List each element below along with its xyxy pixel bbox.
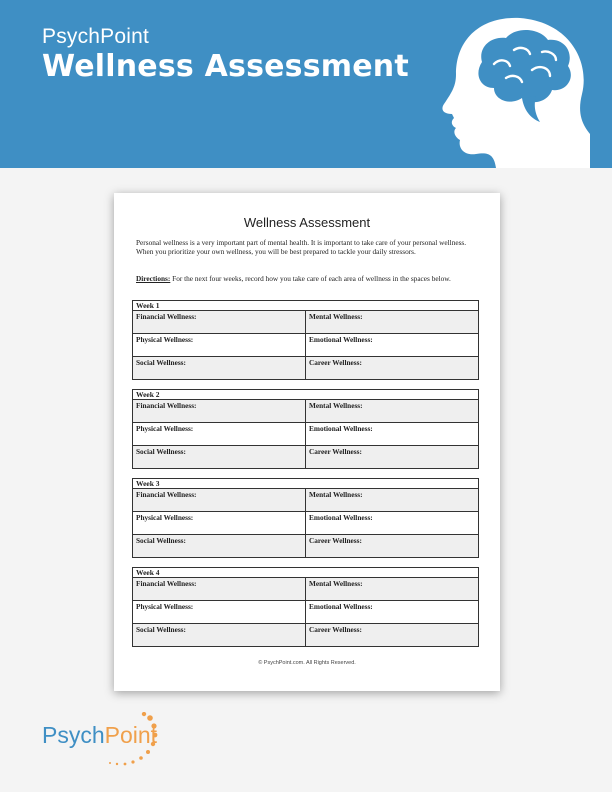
week-table xyxy=(132,300,479,380)
week-label: Week 2 xyxy=(133,390,478,400)
footer-logo xyxy=(42,722,157,762)
field-social-wellness: Social Wellness: xyxy=(133,624,306,646)
field-emotional-wellness: Emotional Wellness: xyxy=(306,334,478,357)
head-brain-icon xyxy=(430,14,590,168)
week-table xyxy=(132,567,479,647)
field-emotional-wellness: Emotional Wellness: xyxy=(306,423,478,446)
field-emotional-wellness: Emotional Wellness: xyxy=(306,601,478,624)
week-table xyxy=(132,389,479,469)
copyright-notice: © PsychPoint.com. All Rights Reserved. xyxy=(258,660,356,666)
field-physical-wellness: Physical Wellness: xyxy=(133,423,306,446)
week-label: Week 4 xyxy=(133,568,478,578)
brand-name: PsychPoint xyxy=(42,25,150,48)
directions-label: Directions: xyxy=(136,274,171,283)
week-label: Week 3 xyxy=(133,479,478,489)
footer-logo-psych: Psych xyxy=(42,722,105,748)
field-mental-wellness: Mental Wellness: xyxy=(306,311,478,334)
field-financial-wellness: Financial Wellness: xyxy=(133,311,306,334)
field-mental-wellness: Mental Wellness: xyxy=(306,578,478,601)
week-table xyxy=(132,478,479,558)
field-social-wellness: Social Wellness: xyxy=(133,357,306,379)
field-financial-wellness: Financial Wellness: xyxy=(133,400,306,423)
field-financial-wellness: Financial Wellness: xyxy=(133,578,306,601)
worksheet-preview xyxy=(114,193,500,691)
worksheet-title: Wellness Assessment xyxy=(243,215,371,230)
intro-paragraph: Personal wellness is a very important part of mental health. It is important to take care of your personal wellness. When you prioritize your own wellness, you will be best prepared to tackle your daily stressors. xyxy=(136,238,467,256)
field-career-wellness: Career Wellness: xyxy=(306,446,478,468)
footer-logo-point: Point xyxy=(104,722,158,748)
header-banner xyxy=(0,0,612,168)
field-social-wellness: Social Wellness: xyxy=(133,446,306,468)
field-career-wellness: Career Wellness: xyxy=(306,624,478,646)
field-career-wellness: Career Wellness: xyxy=(306,535,478,557)
week-label: Week 1 xyxy=(133,301,478,311)
field-mental-wellness: Mental Wellness: xyxy=(306,400,478,423)
field-career-wellness: Career Wellness: xyxy=(306,357,478,379)
field-emotional-wellness: Emotional Wellness: xyxy=(306,512,478,535)
field-financial-wellness: Financial Wellness: xyxy=(133,489,306,512)
field-physical-wellness: Physical Wellness: xyxy=(133,512,306,535)
field-mental-wellness: Mental Wellness: xyxy=(306,489,478,512)
directions-paragraph xyxy=(136,274,481,283)
field-physical-wellness: Physical Wellness: xyxy=(133,334,306,357)
field-social-wellness: Social Wellness: xyxy=(133,535,306,557)
page-title: Wellness Assessment xyxy=(42,49,409,84)
directions-text: For the next four weeks, record how you take care of each area of wellness in the spaces below. xyxy=(170,274,451,283)
field-physical-wellness: Physical Wellness: xyxy=(133,601,306,624)
